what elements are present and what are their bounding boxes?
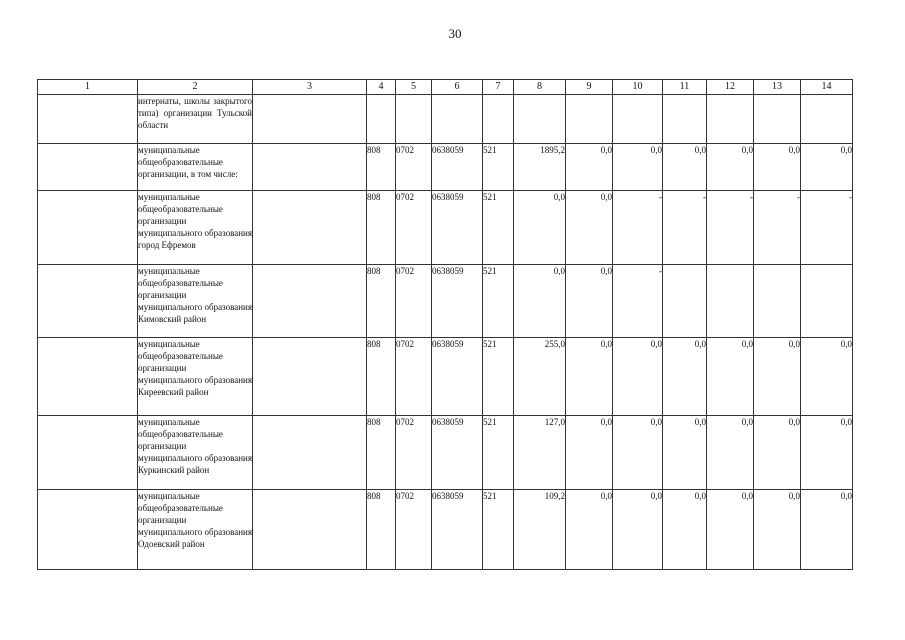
cell-ministry-code: 808 [367, 191, 396, 265]
cell-ministry-code: 808 [367, 416, 396, 490]
cell-section-code: 0702 [396, 144, 432, 191]
table-header [38, 80, 853, 95]
cell-expense-type: 521 [483, 144, 514, 191]
cell-target-code: 0638059 [432, 265, 483, 338]
cell-value: 0,0 [707, 338, 754, 416]
cell-index [38, 144, 138, 191]
cell-ministry-code: 808 [367, 144, 396, 191]
cell-value: 0,0 [754, 338, 801, 416]
cell-ministry-code [367, 95, 396, 144]
column-header: 4 [367, 80, 396, 95]
cell-ministry-code: 808 [367, 265, 396, 338]
cell-value: 0,0 [566, 191, 613, 265]
table-row [38, 338, 853, 416]
table-row [38, 191, 853, 265]
cell-value: 0,0 [613, 490, 663, 570]
cell-value: 0,0 [707, 144, 754, 191]
column-header: 3 [253, 80, 367, 95]
cell-value: 0,0 [754, 416, 801, 490]
cell-value [754, 95, 801, 144]
cell-value: 0,0 [754, 490, 801, 570]
cell-value: 0,0 [801, 338, 853, 416]
cell-section-code: 0702 [396, 416, 432, 490]
cell-value: - [663, 191, 707, 265]
cell-section-code: 0702 [396, 191, 432, 265]
column-header: 9 [566, 80, 613, 95]
cell-col3 [253, 191, 367, 265]
header-row [38, 80, 853, 95]
cell-amount [514, 95, 566, 144]
column-header: 11 [663, 80, 707, 95]
cell-value: 0,0 [566, 490, 613, 570]
cell-expense-type: 521 [483, 265, 514, 338]
column-header: 6 [432, 80, 483, 95]
cell-amount: 0,0 [514, 191, 566, 265]
cell-section-code: 0702 [396, 265, 432, 338]
table-row [38, 490, 853, 570]
cell-value: 0,0 [801, 144, 853, 191]
cell-value [754, 265, 801, 338]
cell-recipient-name: муниципальные общеобразовательные организации муниципального образования Куркинский район [138, 416, 253, 490]
column-header: 5 [396, 80, 432, 95]
column-header: 2 [138, 80, 253, 95]
cell-section-code: 0702 [396, 338, 432, 416]
cell-value: 0,0 [663, 338, 707, 416]
cell-amount: 1895,2 [514, 144, 566, 191]
cell-ministry-code: 808 [367, 490, 396, 570]
table-row [38, 416, 853, 490]
table-row [38, 95, 853, 144]
column-header: 12 [707, 80, 754, 95]
cell-value [566, 95, 613, 144]
cell-target-code [432, 95, 483, 144]
cell-recipient-name: муниципальные общеобразовательные организации, в том числе: [138, 144, 253, 191]
cell-value: 0,0 [613, 338, 663, 416]
column-header: 7 [483, 80, 514, 95]
cell-value [663, 265, 707, 338]
cell-index [38, 95, 138, 144]
cell-amount: 127,0 [514, 416, 566, 490]
cell-target-code: 0638059 [432, 144, 483, 191]
cell-value: 0,0 [566, 338, 613, 416]
cell-value: - [613, 191, 663, 265]
cell-value [663, 95, 707, 144]
cell-value [707, 265, 754, 338]
column-header: 13 [754, 80, 801, 95]
cell-target-code: 0638059 [432, 416, 483, 490]
cell-index [38, 338, 138, 416]
cell-value: 0,0 [613, 416, 663, 490]
cell-value: - [801, 191, 853, 265]
cell-recipient-name: муниципальные общеобразовательные организации муниципального образования Одоевский район [138, 490, 253, 570]
cell-value [801, 95, 853, 144]
column-header: 10 [613, 80, 663, 95]
cell-col3 [253, 416, 367, 490]
cell-ministry-code: 808 [367, 338, 396, 416]
cell-value: 0,0 [566, 144, 613, 191]
cell-recipient-name: муниципальные общеобразовательные организации муниципального образования Кимовский район [138, 265, 253, 338]
table-row [38, 144, 853, 191]
cell-amount: 109,2 [514, 490, 566, 570]
cell-section-code [396, 95, 432, 144]
cell-value: 0,0 [613, 144, 663, 191]
cell-value: 0,0 [566, 416, 613, 490]
cell-col3 [253, 265, 367, 338]
cell-recipient-name: интернаты, школы закрытого типа) организации Тульской области [138, 95, 253, 144]
cell-col3 [253, 338, 367, 416]
cell-recipient-name: муниципальные общеобразовательные организации муниципального образования Киреевский район [138, 338, 253, 416]
page-number: 30 [448, 26, 462, 41]
cell-value [801, 265, 853, 338]
cell-value: - [707, 191, 754, 265]
cell-index [38, 490, 138, 570]
cell-target-code: 0638059 [432, 191, 483, 265]
cell-value: 0,0 [663, 416, 707, 490]
cell-amount: 255,0 [514, 338, 566, 416]
cell-value: - [754, 191, 801, 265]
cell-value: 0,0 [801, 416, 853, 490]
column-header: 8 [514, 80, 566, 95]
cell-target-code: 0638059 [432, 490, 483, 570]
cell-value: 0,0 [663, 144, 707, 191]
cell-value: 0,0 [566, 265, 613, 338]
cell-expense-type: 521 [483, 490, 514, 570]
cell-expense-type [483, 95, 514, 144]
cell-value: 0,0 [754, 144, 801, 191]
cell-value [707, 95, 754, 144]
cell-expense-type: 521 [483, 416, 514, 490]
cell-expense-type: 521 [483, 338, 514, 416]
cell-col3 [253, 144, 367, 191]
cell-index [38, 191, 138, 265]
cell-col3 [253, 490, 367, 570]
cell-value: 0,0 [707, 490, 754, 570]
table-row [38, 265, 853, 338]
cell-value: 0,0 [707, 416, 754, 490]
cell-index [38, 265, 138, 338]
cell-target-code: 0638059 [432, 338, 483, 416]
column-header: 1 [38, 80, 138, 95]
cell-index [38, 416, 138, 490]
cell-recipient-name: муниципальные общеобразовательные организации муниципального образования город Ефремов [138, 191, 253, 265]
cell-amount: 0,0 [514, 265, 566, 338]
cell-value: 0,0 [801, 490, 853, 570]
budget-table [37, 79, 853, 570]
cell-value [613, 95, 663, 144]
cell-expense-type: 521 [483, 191, 514, 265]
cell-value: 0,0 [663, 490, 707, 570]
table-body [38, 95, 853, 570]
cell-value: - [613, 265, 663, 338]
cell-section-code: 0702 [396, 490, 432, 570]
column-header: 14 [801, 80, 853, 95]
cell-col3 [253, 95, 367, 144]
